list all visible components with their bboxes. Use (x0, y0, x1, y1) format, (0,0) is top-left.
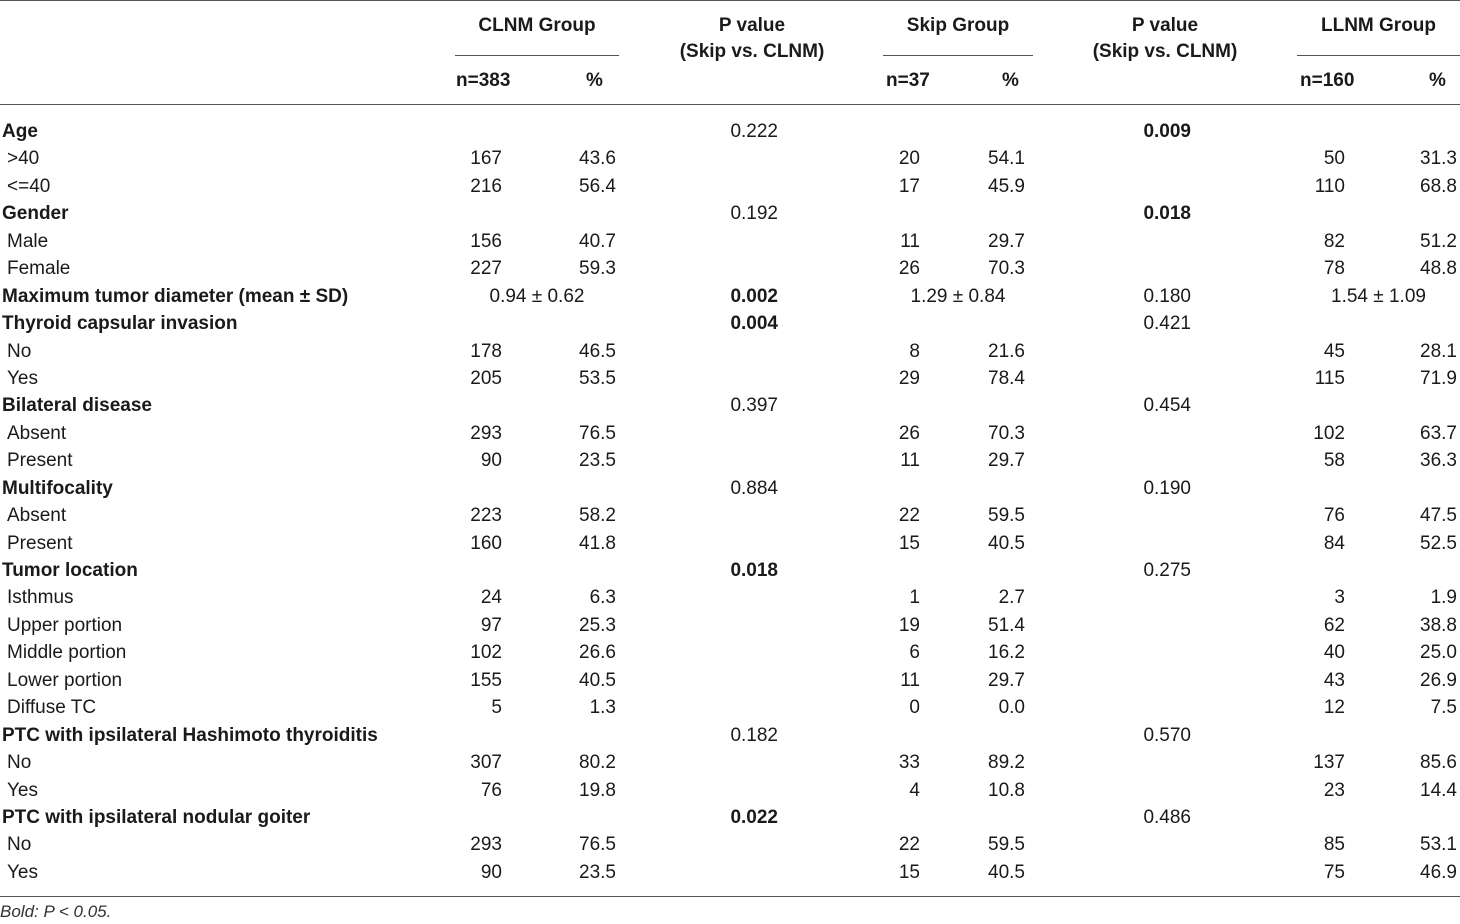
row-label: Female (7, 258, 71, 280)
p-value-2-cell: 0.009 (1143, 121, 1191, 142)
skip-n-cell: 19 (898, 614, 920, 636)
p-value-2-cell: 0.275 (1143, 560, 1191, 581)
clnm-n-cell: 24 (480, 587, 502, 609)
row-label: No (7, 752, 32, 774)
table-row (0, 255, 1460, 282)
skip-n-header: n=37 (886, 70, 930, 91)
skip-n-cell: 11 (900, 669, 920, 691)
row-label: Present (7, 450, 73, 472)
skip-group-header: Skip Group (906, 15, 1010, 36)
p-value-1-cell: 0.192 (730, 203, 778, 225)
category-row (0, 392, 1460, 419)
row-label: Yes (7, 367, 38, 389)
p-value-1-cell: 0.002 (730, 285, 778, 307)
row-label: Present (7, 532, 73, 554)
clnm-n-cell: 76 (480, 779, 502, 801)
clnm-pct-cell: 76.5 (579, 834, 616, 856)
llnm-group-header: LLNM Group (1320, 15, 1437, 36)
clnm-n-cell: 307 (470, 752, 502, 774)
header-bottom-rule (0, 104, 1460, 105)
skip-n-cell: 26 (898, 422, 920, 444)
llnm-pct-header: % (1429, 70, 1446, 91)
table-row (0, 831, 1460, 858)
category-row (0, 475, 1460, 502)
llnm-n-cell: 78 (1323, 258, 1345, 280)
table-row (0, 667, 1460, 694)
llnm-n-cell: 137 (1313, 752, 1345, 774)
llnm-n-cell: 12 (1323, 697, 1345, 719)
table-row (0, 173, 1460, 200)
llnm-pct-cell: 68.8 (1420, 175, 1457, 197)
clnm-pct-cell: 40.7 (579, 230, 616, 252)
p-value-2-cell: 0.454 (1143, 395, 1191, 417)
llnm-n-cell: 62 (1323, 614, 1345, 636)
table-row (0, 584, 1460, 611)
table-row (0, 749, 1460, 776)
skip-n-cell: 11 (900, 230, 920, 252)
llnm-n-cell: 58 (1323, 450, 1345, 472)
skip-pct-cell: 16.2 (988, 642, 1025, 664)
clnm-pct-cell: 46.5 (579, 340, 616, 362)
p-value-2-cell: 0.486 (1143, 806, 1191, 828)
table-row (0, 859, 1460, 886)
category-row (0, 722, 1460, 749)
p-value-1-cell: 0.884 (730, 477, 778, 499)
skip-pct-cell: 70.3 (988, 258, 1025, 280)
clnm-n-cell: 102 (470, 642, 502, 664)
skip-n-cell: 8 (909, 340, 920, 362)
p-value-2-cell: 0.421 (1143, 313, 1191, 335)
llnm-pct-cell: 46.9 (1420, 861, 1457, 883)
llnm-pct-cell: 1.9 (1430, 587, 1457, 609)
row-label: No (7, 340, 32, 362)
category-label: Maximum tumor diameter (mean ± SD) (2, 285, 349, 307)
clnm-pct-cell: 1.3 (589, 697, 616, 719)
skip-n-cell: 1 (909, 587, 920, 609)
table-body (0, 118, 1460, 886)
clnm-n-cell: 223 (470, 505, 502, 527)
skip-n-cell: 11 (900, 450, 920, 472)
llnm-pct-cell: 14.4 (1420, 779, 1457, 801)
clnm-n-cell: 216 (470, 175, 502, 197)
llnm-n-cell: 43 (1323, 669, 1345, 691)
skip-n-cell: 22 (898, 505, 920, 527)
row-label: Yes (7, 861, 38, 883)
category-row (0, 200, 1460, 227)
skip-group-underline (883, 55, 1033, 56)
llnm-n-cell: 50 (1323, 148, 1345, 170)
clnm-pct-cell: 6.3 (589, 587, 616, 609)
table-row (0, 777, 1460, 804)
llnm-pct-cell: 71.9 (1420, 367, 1457, 389)
llnm-n-cell: 110 (1314, 175, 1345, 197)
category-label: Gender (2, 203, 69, 225)
skip-n-cell: 26 (898, 258, 920, 280)
llnm-pct-cell: 85.6 (1420, 752, 1457, 774)
llnm-n-cell: 40 (1323, 642, 1345, 664)
skip-pct-header: % (1002, 70, 1019, 91)
llnm-n-cell: 75 (1323, 861, 1345, 883)
p-value-header-1-line2: (Skip vs. CLNM) (679, 41, 825, 62)
category-label: PTC with ipsilateral Hashimoto thyroiditis (2, 724, 378, 746)
table-row (0, 447, 1460, 474)
llnm-pct-cell: 47.5 (1420, 505, 1457, 527)
category-row (0, 310, 1460, 337)
llnm-pct-cell: 36.3 (1420, 450, 1457, 472)
llnm-pct-cell: 31.3 (1420, 148, 1457, 170)
skip-n-cell: 15 (898, 532, 920, 554)
llnm-pct-cell: 7.5 (1430, 697, 1457, 719)
skip-n-cell: 6 (909, 642, 920, 664)
p-value-1-cell: 0.004 (730, 313, 778, 335)
clnm-pct-cell: 43.6 (579, 148, 616, 170)
table-row (0, 228, 1460, 255)
table-row (0, 639, 1460, 666)
skip-n-cell: 29 (898, 367, 920, 389)
llnm-n-cell: 23 (1323, 779, 1345, 801)
skip-n-cell: 0 (909, 697, 920, 719)
category-label: Age (2, 121, 38, 142)
clnm-n-cell: 160 (470, 532, 502, 554)
p-value-header-1-line1: P value (718, 15, 786, 36)
table-row (0, 694, 1460, 721)
llnm-pct-cell: 52.5 (1420, 532, 1457, 554)
clnm-n-cell: 5 (491, 697, 502, 719)
skip-pct-cell: 40.5 (988, 861, 1025, 883)
llnm-pct-cell: 38.8 (1420, 614, 1457, 636)
row-label: <=40 (7, 175, 51, 197)
skip-pct-cell: 29.7 (988, 669, 1025, 691)
p-value-1-cell: 0.182 (730, 724, 778, 746)
skip-n-cell: 17 (898, 175, 920, 197)
row-label: Yes (7, 779, 38, 801)
llnm-n-header: n=160 (1300, 70, 1355, 91)
table-row (0, 612, 1460, 639)
clnm-pct-cell: 80.2 (579, 752, 616, 774)
row-label: Middle portion (7, 642, 127, 664)
row-label: No (7, 834, 32, 856)
clnm-pct-cell: 41.8 (579, 532, 616, 554)
skip-n-cell: 15 (898, 861, 920, 883)
clnm-pct-cell: 26.6 (579, 642, 616, 664)
clnm-pct-cell: 23.5 (579, 861, 616, 883)
p-value-1-cell: 0.397 (730, 395, 778, 417)
llnm-pct-cell: 63.7 (1420, 422, 1457, 444)
clnm-n-header: n=383 (456, 70, 511, 91)
llnm-group-underline (1297, 55, 1460, 56)
clnm-n-cell: 293 (470, 834, 502, 856)
row-label: Absent (7, 505, 67, 527)
clnm-pct-cell: 59.3 (579, 258, 616, 280)
category-row (0, 804, 1460, 831)
top-rule (0, 0, 1460, 1)
llnm-n-cell: 84 (1323, 532, 1345, 554)
category-label: Thyroid capsular invasion (2, 313, 238, 335)
llnm-n-cell: 76 (1323, 505, 1345, 527)
p-value-2-cell: 0.190 (1143, 477, 1191, 499)
llnm-pct-cell: 25.0 (1420, 642, 1457, 664)
clnm-pct-cell: 25.3 (579, 614, 616, 636)
row-label: Diffuse TC (7, 697, 97, 719)
clnm-group-underline (455, 55, 619, 56)
skip-n-cell: 4 (909, 779, 920, 801)
row-label: Lower portion (7, 669, 123, 691)
p-value-header-1 (640, 13, 864, 65)
category-label: Multifocality (2, 477, 113, 499)
clnm-n-cell: 205 (470, 367, 502, 389)
clnm-n-cell: 90 (480, 861, 502, 883)
clnm-mean-cell: 0.94 ± 0.62 (489, 285, 585, 307)
skip-pct-cell: 29.7 (988, 450, 1025, 472)
p-value-header-2 (1053, 13, 1277, 65)
clnm-n-cell: 155 (470, 669, 502, 691)
llnm-n-cell: 102 (1313, 422, 1345, 444)
llnm-n-cell: 82 (1323, 230, 1345, 252)
clnm-n-cell: 97 (480, 614, 502, 636)
p-value-2-cell: 0.570 (1143, 724, 1191, 746)
p-value-1-cell: 0.018 (730, 560, 778, 581)
skip-n-cell: 20 (898, 148, 920, 170)
clnm-pct-cell: 76.5 (579, 422, 616, 444)
category-label: Bilateral disease (2, 395, 152, 417)
table-row (0, 365, 1460, 392)
llnm-pct-cell: 48.8 (1420, 258, 1457, 280)
bottom-rule (0, 896, 1460, 897)
p-value-2-cell: 0.180 (1143, 285, 1191, 307)
p-value-2-cell: 0.018 (1143, 203, 1191, 225)
llnm-pct-cell: 26.9 (1420, 669, 1457, 691)
clnm-pct-cell: 40.5 (579, 669, 616, 691)
clnm-n-cell: 227 (470, 258, 502, 280)
skip-pct-cell: 59.5 (988, 505, 1025, 527)
skip-pct-cell: 54.1 (988, 148, 1025, 170)
category-row (0, 557, 1460, 584)
clnm-pct-cell: 56.4 (579, 175, 616, 197)
skip-n-cell: 33 (898, 752, 920, 774)
clnm-pct-cell: 58.2 (579, 505, 616, 527)
table-row (0, 145, 1460, 172)
skip-pct-cell: 45.9 (988, 175, 1025, 197)
skip-pct-cell: 40.5 (988, 532, 1025, 554)
clnm-group-header: CLNM Group (478, 15, 596, 36)
skip-pct-cell: 59.5 (988, 834, 1025, 856)
llnm-pct-cell: 28.1 (1420, 340, 1457, 362)
skip-pct-cell: 70.3 (988, 422, 1025, 444)
skip-pct-cell: 10.8 (988, 779, 1025, 801)
p-value-1-cell: 0.222 (730, 121, 778, 142)
p-value-1-cell: 0.022 (730, 806, 778, 828)
llnm-n-cell: 115 (1314, 367, 1345, 389)
skip-pct-cell: 29.7 (988, 230, 1025, 252)
category-row (0, 118, 1460, 145)
skip-n-cell: 22 (898, 834, 920, 856)
skip-pct-cell: 2.7 (998, 587, 1025, 609)
table-row (0, 338, 1460, 365)
footnote: Bold: P < 0.05. (0, 902, 112, 921)
p-value-header-2-line1: P value (1131, 15, 1199, 36)
clnm-pct-header: % (586, 70, 603, 91)
table-row (0, 502, 1460, 529)
clnm-n-cell: 90 (480, 450, 502, 472)
row-label: Upper portion (7, 614, 123, 636)
table-row (0, 420, 1460, 447)
row-label: Isthmus (7, 587, 74, 609)
skip-mean-cell: 1.29 ± 0.84 (910, 285, 1006, 307)
llnm-mean-cell: 1.54 ± 1.09 (1331, 285, 1426, 307)
row-label: >40 (7, 148, 40, 170)
row-label: Male (7, 230, 49, 252)
p-value-header-2-line2: (Skip vs. CLNM) (1092, 41, 1238, 62)
category-label: PTC with ipsilateral nodular goiter (2, 806, 311, 828)
table-row (0, 530, 1460, 557)
skip-pct-cell: 89.2 (988, 752, 1025, 774)
clnm-pct-cell: 23.5 (579, 450, 616, 472)
clnm-n-cell: 178 (470, 340, 502, 362)
clnm-pct-cell: 53.5 (579, 367, 616, 389)
llnm-n-cell: 45 (1323, 340, 1345, 362)
llnm-pct-cell: 53.1 (1420, 834, 1457, 856)
skip-pct-cell: 78.4 (988, 367, 1025, 389)
clnm-n-cell: 156 (470, 230, 502, 252)
clnm-n-cell: 293 (470, 422, 502, 444)
skip-pct-cell: 0.0 (998, 697, 1025, 719)
llnm-n-cell: 3 (1334, 587, 1345, 609)
llnm-pct-cell: 51.2 (1420, 230, 1457, 252)
category-row (0, 283, 1460, 310)
row-label: Absent (7, 422, 67, 444)
category-label: Tumor location (2, 560, 138, 581)
skip-pct-cell: 51.4 (988, 614, 1025, 636)
clnm-n-cell: 167 (470, 148, 502, 170)
clnm-pct-cell: 19.8 (579, 779, 616, 801)
llnm-n-cell: 85 (1323, 834, 1345, 856)
skip-pct-cell: 21.6 (988, 340, 1025, 362)
